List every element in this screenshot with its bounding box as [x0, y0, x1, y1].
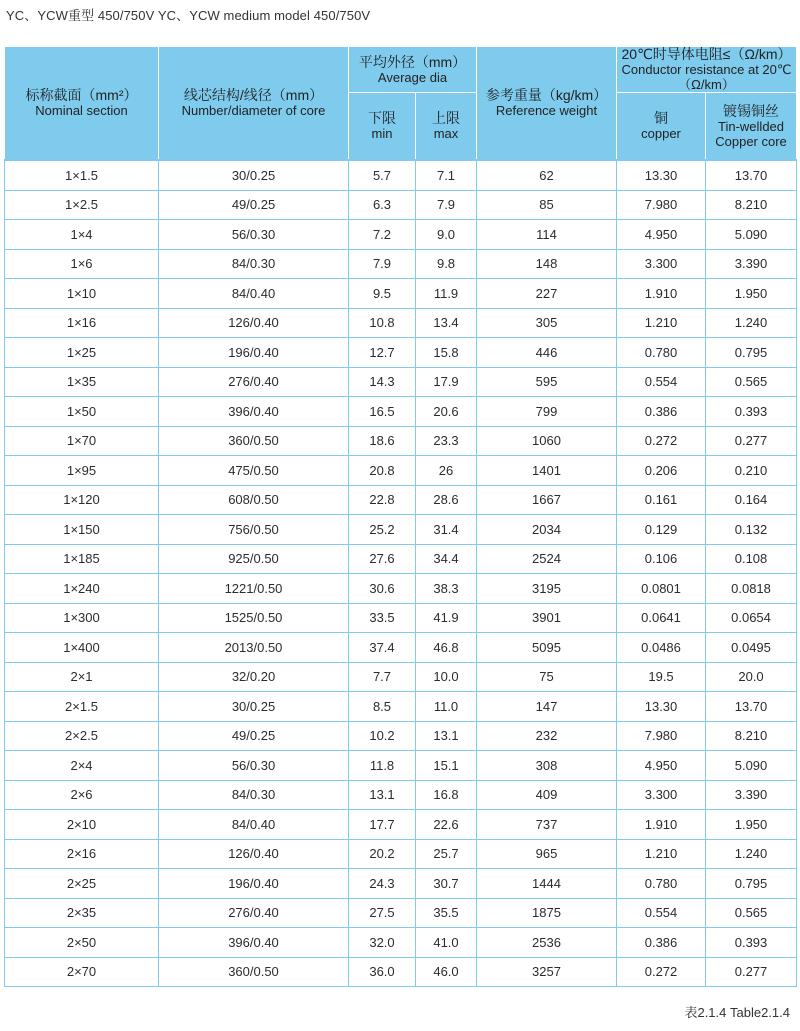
table-row	[5, 397, 797, 427]
cell-weight: 62	[477, 160, 617, 190]
cell-copper: 1.210	[617, 308, 706, 338]
cell-tin-copper: 0.795	[706, 869, 797, 899]
table-row	[5, 515, 797, 545]
cell-tin-copper: 0.108	[706, 544, 797, 574]
table-caption: 表2.1.4 Table2.1.4	[684, 1005, 790, 1020]
cell-min: 25.2	[349, 515, 416, 545]
header-conductor-resistance	[617, 47, 797, 93]
cell-core: 126/0.40	[159, 308, 349, 338]
header-tin-copper-en1: Tin-wellded	[718, 118, 785, 134]
cell-tin-copper: 0.565	[706, 367, 797, 397]
header-nominal-section	[5, 47, 159, 161]
cell-max: 30.7	[416, 869, 477, 899]
table-row	[5, 367, 797, 397]
table-row	[5, 869, 797, 899]
cell-copper: 1.910	[617, 279, 706, 309]
cell-min: 22.8	[349, 485, 416, 515]
cell-copper: 19.5	[617, 662, 706, 692]
cell-section: 2×25	[5, 869, 159, 899]
cell-tin-copper: 1.950	[706, 279, 797, 309]
cell-max: 31.4	[416, 515, 477, 545]
cell-copper: 0.0641	[617, 603, 706, 633]
cell-copper: 0.272	[617, 426, 706, 456]
table-row	[5, 220, 797, 250]
cell-min: 27.5	[349, 898, 416, 928]
cell-max: 46.8	[416, 633, 477, 663]
cell-core: 49/0.25	[159, 190, 349, 220]
cell-min: 30.6	[349, 574, 416, 604]
cell-min: 8.5	[349, 692, 416, 722]
cell-min: 18.6	[349, 426, 416, 456]
cell-min: 7.7	[349, 662, 416, 692]
cell-min: 7.2	[349, 220, 416, 250]
cell-tin-copper: 0.210	[706, 456, 797, 486]
cell-core: 475/0.50	[159, 456, 349, 486]
table-row	[5, 928, 797, 958]
cell-tin-copper: 0.132	[706, 515, 797, 545]
table-row	[5, 810, 797, 840]
cell-core: 196/0.40	[159, 338, 349, 368]
cell-max: 9.8	[416, 249, 477, 279]
cell-max: 7.9	[416, 190, 477, 220]
cell-copper: 7.980	[617, 721, 706, 751]
cell-min: 5.7	[349, 160, 416, 190]
cell-core: 1221/0.50	[159, 574, 349, 604]
cell-tin-copper: 0.0495	[706, 633, 797, 663]
cell-copper: 7.980	[617, 190, 706, 220]
table-row	[5, 249, 797, 279]
cell-min: 10.8	[349, 308, 416, 338]
cell-weight: 147	[477, 692, 617, 722]
cell-core: 276/0.40	[159, 898, 349, 928]
header-max-cn: 上限	[432, 110, 460, 126]
cell-min: 33.5	[349, 603, 416, 633]
cell-tin-copper: 0.393	[706, 928, 797, 958]
table-row	[5, 751, 797, 781]
cell-copper: 13.30	[617, 692, 706, 722]
cell-section: 1×300	[5, 603, 159, 633]
cell-min: 9.5	[349, 279, 416, 309]
cell-weight: 595	[477, 367, 617, 397]
cell-weight: 799	[477, 397, 617, 427]
cell-weight: 114	[477, 220, 617, 250]
cell-tin-copper: 13.70	[706, 692, 797, 722]
table-row	[5, 839, 797, 869]
cell-copper: 0.386	[617, 928, 706, 958]
cell-min: 11.8	[349, 751, 416, 781]
header-max	[416, 93, 477, 161]
cell-core: 56/0.30	[159, 751, 349, 781]
header-copper-en: copper	[641, 126, 681, 141]
cell-min: 14.3	[349, 367, 416, 397]
cell-weight: 308	[477, 751, 617, 781]
header-core-structure	[159, 47, 349, 161]
cell-max: 38.3	[416, 574, 477, 604]
cell-section: 2×16	[5, 839, 159, 869]
cell-tin-copper: 0.277	[706, 426, 797, 456]
header-average-dia	[349, 47, 477, 93]
table-row	[5, 160, 797, 190]
document-title: YC、YCW重型 450/750V YC、YCW medium model 450/750V	[6, 8, 371, 23]
cell-core: 56/0.30	[159, 220, 349, 250]
cell-weight: 3901	[477, 603, 617, 633]
cell-copper: 0.780	[617, 338, 706, 368]
cell-core: 126/0.40	[159, 839, 349, 869]
cell-weight: 2536	[477, 928, 617, 958]
table-row	[5, 603, 797, 633]
header-tin-copper-cn: 镀锡铜丝	[723, 102, 780, 119]
cell-max: 10.0	[416, 662, 477, 692]
cell-section: 2×50	[5, 928, 159, 958]
header-min	[349, 93, 416, 161]
header-resistance-unit: （Ω/km）	[678, 77, 735, 92]
cell-tin-copper: 0.164	[706, 485, 797, 515]
cell-core: 84/0.30	[159, 249, 349, 279]
cell-tin-copper: 0.393	[706, 397, 797, 427]
cell-tin-copper: 1.240	[706, 839, 797, 869]
cell-tin-copper: 3.390	[706, 249, 797, 279]
table-row	[5, 898, 797, 928]
header-nominal-section-cn: 标称截面（mm²）	[25, 87, 138, 103]
cell-tin-copper: 20.0	[706, 662, 797, 692]
cell-tin-copper: 0.795	[706, 338, 797, 368]
cell-min: 27.6	[349, 544, 416, 574]
cell-section: 1×150	[5, 515, 159, 545]
table-body	[5, 160, 797, 987]
cell-section: 1×6	[5, 249, 159, 279]
table-row	[5, 662, 797, 692]
cell-weight: 1875	[477, 898, 617, 928]
cell-section: 1×95	[5, 456, 159, 486]
cell-core: 396/0.40	[159, 397, 349, 427]
cell-max: 11.9	[416, 279, 477, 309]
header-nominal-section-en: Nominal section	[35, 103, 128, 118]
cell-copper: 0.0801	[617, 574, 706, 604]
cell-weight: 965	[477, 839, 617, 869]
cell-copper: 0.129	[617, 515, 706, 545]
cell-section: 1×240	[5, 574, 159, 604]
cell-max: 16.8	[416, 780, 477, 810]
cell-section: 1×2.5	[5, 190, 159, 220]
cell-min: 13.1	[349, 780, 416, 810]
cell-copper: 0.780	[617, 869, 706, 899]
header-resistance-en: Conductor resistance at 20℃	[621, 62, 792, 77]
cell-section: 2×4	[5, 751, 159, 781]
cell-weight: 148	[477, 249, 617, 279]
cell-max: 23.3	[416, 426, 477, 456]
cell-core: 360/0.50	[159, 426, 349, 456]
cell-tin-copper: 8.210	[706, 190, 797, 220]
header-copper-cn: 铜	[654, 110, 669, 126]
header-tin-copper	[706, 93, 797, 161]
cell-max: 28.6	[416, 485, 477, 515]
header-average-dia-en: Average dia	[377, 69, 448, 85]
cell-copper: 0.554	[617, 367, 706, 397]
cell-max: 26	[416, 456, 477, 486]
cell-tin-copper: 0.0654	[706, 603, 797, 633]
cell-max: 9.0	[416, 220, 477, 250]
cell-copper: 0.106	[617, 544, 706, 574]
cell-weight: 2034	[477, 515, 617, 545]
cell-min: 32.0	[349, 928, 416, 958]
cell-tin-copper: 1.950	[706, 810, 797, 840]
cell-min: 20.8	[349, 456, 416, 486]
cell-min: 24.3	[349, 869, 416, 899]
cell-copper: 1.210	[617, 839, 706, 869]
table-row	[5, 957, 797, 987]
header-copper	[617, 93, 706, 161]
cell-copper: 0.161	[617, 485, 706, 515]
cell-tin-copper: 0.565	[706, 898, 797, 928]
cell-weight: 1667	[477, 485, 617, 515]
header-min-cn: 下限	[368, 110, 396, 126]
cell-tin-copper: 5.090	[706, 220, 797, 250]
cell-tin-copper: 5.090	[706, 751, 797, 781]
cell-max: 13.4	[416, 308, 477, 338]
cell-copper: 3.300	[617, 249, 706, 279]
cell-max: 20.6	[416, 397, 477, 427]
cell-weight: 446	[477, 338, 617, 368]
header-reference-weight	[477, 47, 617, 161]
cell-copper: 0.386	[617, 397, 706, 427]
cell-core: 49/0.25	[159, 721, 349, 751]
cell-copper: 1.910	[617, 810, 706, 840]
cell-section: 1×400	[5, 633, 159, 663]
table-row	[5, 574, 797, 604]
cell-copper: 0.206	[617, 456, 706, 486]
cell-max: 17.9	[416, 367, 477, 397]
cell-section: 2×6	[5, 780, 159, 810]
table-row	[5, 426, 797, 456]
cell-weight: 1444	[477, 869, 617, 899]
cell-weight: 232	[477, 721, 617, 751]
cell-max: 22.6	[416, 810, 477, 840]
header-tin-copper-en2: Copper core	[715, 133, 787, 149]
cell-tin-copper: 0.0818	[706, 574, 797, 604]
cell-max: 35.5	[416, 898, 477, 928]
cell-section: 1×1.5	[5, 160, 159, 190]
cell-max: 34.4	[416, 544, 477, 574]
cell-core: 360/0.50	[159, 957, 349, 987]
cell-weight: 3257	[477, 957, 617, 987]
table-row	[5, 780, 797, 810]
cell-core: 276/0.40	[159, 367, 349, 397]
cell-core: 608/0.50	[159, 485, 349, 515]
cell-section: 1×35	[5, 367, 159, 397]
cell-min: 6.3	[349, 190, 416, 220]
header-reference-weight-en: Reference weight	[495, 103, 598, 118]
cell-core: 196/0.40	[159, 869, 349, 899]
cell-core: 396/0.40	[159, 928, 349, 958]
cell-min: 36.0	[349, 957, 416, 987]
cell-section: 1×4	[5, 220, 159, 250]
cell-weight: 3195	[477, 574, 617, 604]
cell-core: 84/0.40	[159, 810, 349, 840]
cell-min: 37.4	[349, 633, 416, 663]
cell-tin-copper: 0.277	[706, 957, 797, 987]
cell-section: 1×16	[5, 308, 159, 338]
cell-weight: 1060	[477, 426, 617, 456]
cell-weight: 409	[477, 780, 617, 810]
cell-section: 2×2.5	[5, 721, 159, 751]
cell-min: 20.2	[349, 839, 416, 869]
table-row	[5, 456, 797, 486]
cell-core: 84/0.40	[159, 279, 349, 309]
cell-core: 32/0.20	[159, 662, 349, 692]
table-row	[5, 633, 797, 663]
header-max-en: max	[433, 126, 459, 141]
cell-copper: 13.30	[617, 160, 706, 190]
cell-max: 15.1	[416, 751, 477, 781]
cell-core: 30/0.25	[159, 692, 349, 722]
cell-section: 1×185	[5, 544, 159, 574]
cell-tin-copper: 3.390	[706, 780, 797, 810]
cell-core: 30/0.25	[159, 160, 349, 190]
cell-min: 16.5	[349, 397, 416, 427]
cell-section: 1×10	[5, 279, 159, 309]
cell-copper: 4.950	[617, 751, 706, 781]
cell-copper: 0.272	[617, 957, 706, 987]
table-row	[5, 279, 797, 309]
cell-max: 41.0	[416, 928, 477, 958]
cell-section: 2×70	[5, 957, 159, 987]
cell-max: 41.9	[416, 603, 477, 633]
table-row	[5, 692, 797, 722]
cell-max: 7.1	[416, 160, 477, 190]
cell-weight: 2524	[477, 544, 617, 574]
cable-spec-table	[4, 46, 797, 987]
cell-section: 1×25	[5, 338, 159, 368]
cell-weight: 1401	[477, 456, 617, 486]
header-average-dia-cn: 平均外径（mm）	[358, 53, 467, 70]
cell-section: 1×50	[5, 397, 159, 427]
table-row	[5, 338, 797, 368]
cell-min: 10.2	[349, 721, 416, 751]
table-row	[5, 485, 797, 515]
cell-weight: 737	[477, 810, 617, 840]
cell-max: 25.7	[416, 839, 477, 869]
cell-min: 17.7	[349, 810, 416, 840]
cell-weight: 5095	[477, 633, 617, 663]
header-core-structure-en: Number/diameter of core	[181, 103, 326, 118]
cell-max: 15.8	[416, 338, 477, 368]
cell-core: 84/0.30	[159, 780, 349, 810]
cell-weight: 227	[477, 279, 617, 309]
table-row	[5, 721, 797, 751]
table-row	[5, 308, 797, 338]
cell-max: 46.0	[416, 957, 477, 987]
cell-core: 2013/0.50	[159, 633, 349, 663]
cell-section: 1×120	[5, 485, 159, 515]
header-min-en: min	[371, 126, 393, 141]
cell-copper: 0.0486	[617, 633, 706, 663]
cell-max: 11.0	[416, 692, 477, 722]
table-row	[5, 190, 797, 220]
cell-min: 7.9	[349, 249, 416, 279]
table-row	[5, 544, 797, 574]
cell-weight: 305	[477, 308, 617, 338]
header-core-structure-cn: 线芯结构/线径（mm）	[183, 87, 324, 103]
cell-section: 2×35	[5, 898, 159, 928]
cell-tin-copper: 1.240	[706, 308, 797, 338]
cell-weight: 75	[477, 662, 617, 692]
cell-section: 2×10	[5, 810, 159, 840]
cell-copper: 3.300	[617, 780, 706, 810]
header-reference-weight-cn: 参考重量（kg/km）	[485, 87, 608, 103]
cell-section: 1×70	[5, 426, 159, 456]
cell-tin-copper: 13.70	[706, 160, 797, 190]
cell-core: 1525/0.50	[159, 603, 349, 633]
cell-copper: 0.554	[617, 898, 706, 928]
cell-section: 2×1	[5, 662, 159, 692]
cell-core: 925/0.50	[159, 544, 349, 574]
cell-max: 13.1	[416, 721, 477, 751]
cell-copper: 4.950	[617, 220, 706, 250]
cell-tin-copper: 8.210	[706, 721, 797, 751]
header-resistance-cn: 20℃时导体电阻≤（Ω/km）	[621, 46, 792, 62]
cell-weight: 85	[477, 190, 617, 220]
cell-core: 756/0.50	[159, 515, 349, 545]
cell-min: 12.7	[349, 338, 416, 368]
cell-section: 2×1.5	[5, 692, 159, 722]
